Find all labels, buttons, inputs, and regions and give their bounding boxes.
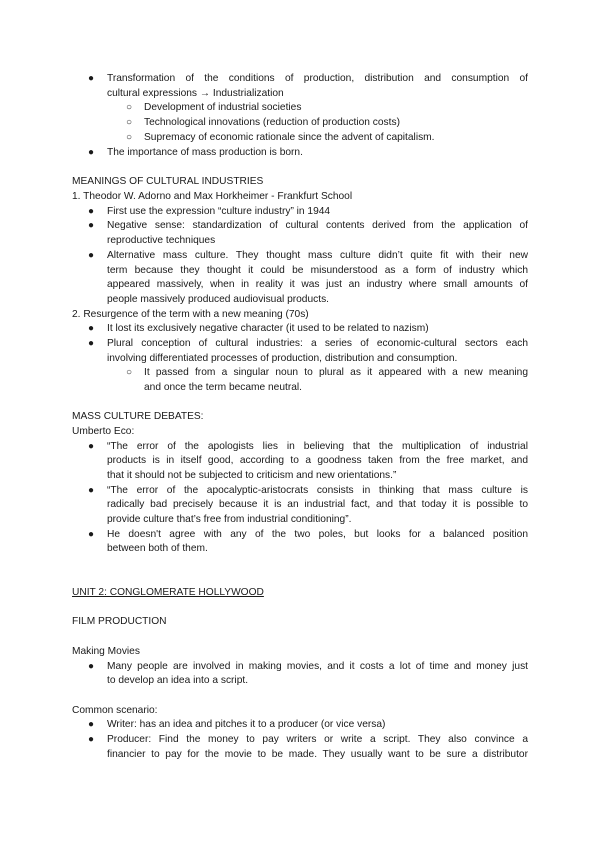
text-line: First use the expression “culture industry” in 1944 <box>107 206 331 217</box>
text-line: It lost its exclusively negative character (it used to be related to nazism) <box>107 323 429 334</box>
bullet-icon: ● <box>88 661 95 672</box>
subheading: Making Movies <box>72 646 140 657</box>
author-label: Umberto Eco: <box>72 426 135 437</box>
text-line: reproductive techniques <box>107 235 216 246</box>
sub-bullet-icon: ○ <box>126 367 133 378</box>
text-line: Alternative mass culture. They thought mass culture didn’t quite fit with their new <box>107 250 528 261</box>
text-line: He doesn't agree with any of the two poles, but looks for a balanced position <box>107 529 528 540</box>
text-line: radically bad precisely because it is an industrial fact, and that today it is possible to <box>107 499 528 510</box>
bullet-icon: ● <box>88 206 95 217</box>
bullet-icon: ● <box>88 73 95 84</box>
bullet-icon: ● <box>88 441 95 452</box>
sub-bullet-icon: ○ <box>126 132 133 143</box>
bullet-icon: ● <box>88 323 95 334</box>
numbered-item: 2. Resurgence of the term with a new meaning (70s) <box>72 309 309 320</box>
text-line: Plural conception of cultural industries: a series of economic-cultural sectors each <box>107 338 528 349</box>
text-line: Transformation of the conditions of production, distribution and consumption of <box>107 73 528 84</box>
text-line: to develop an idea into a script. <box>107 675 249 686</box>
text-line: provide culture that’s free from industrial conditioning”. <box>107 514 352 525</box>
bullet-icon: ● <box>88 250 95 261</box>
numbered-item: 1. Theodor W. Adorno and Max Horkheimer - Frankfurt School <box>72 191 353 202</box>
sub-bullet-icon: ○ <box>126 117 133 128</box>
text-line: Development of industrial societies <box>144 102 302 113</box>
sub-bullet-icon: ○ <box>126 102 133 113</box>
text-line: “The error of the apocalyptic-aristocrats consists in thinking that mass culture is <box>107 485 528 496</box>
text-line: Producer: Find the money to pay writers or write a script. They also convince a <box>107 734 528 745</box>
text-line: Negative sense: standardization of cultural contents derived from the application of <box>107 220 528 231</box>
bullet-icon: ● <box>88 147 95 158</box>
text-line: Many people are involved in making movies, and it costs a lot of time and money just <box>107 661 528 672</box>
text-line: and once the term became neutral. <box>144 382 303 393</box>
bullet-icon: ● <box>88 220 95 231</box>
text-line: Supremacy of economic rationale since the advent of capitalism. <box>144 132 435 143</box>
bullet-icon: ● <box>88 734 95 745</box>
text-line: people massively produced audiovisual products. <box>107 294 329 305</box>
text-line: Writer: has an idea and pitches it to a producer (or vice versa) <box>107 719 386 730</box>
bullet-icon: ● <box>88 338 95 349</box>
text-line: Technological innovations (reduction of production costs) <box>144 117 400 128</box>
text-line: financier to pay for the movie to be made. They usually want to be sure a distributor <box>107 749 528 760</box>
text-line: “The error of the apologists lies in believing that the multiplication of industrial <box>107 441 528 452</box>
text-line: The importance of mass production is born. <box>107 147 303 158</box>
text-line: It passed from a singular noun to plural as it appeared with a new meaning <box>144 367 528 378</box>
text-line: cultural expressions → Industrialization <box>107 88 284 99</box>
unit-heading: UNIT 2: CONGLOMERATE HOLLYWOOD <box>72 587 264 598</box>
section-heading: MASS CULTURE DEBATES: <box>72 411 204 422</box>
section-heading: FILM PRODUCTION <box>72 616 167 627</box>
bullet-icon: ● <box>88 719 95 730</box>
section-heading: MEANINGS OF CULTURAL INDUSTRIES <box>72 176 264 187</box>
text-line: between both of them. <box>107 543 208 554</box>
bullet-icon: ● <box>88 485 95 496</box>
text-line: that it should not be subjected to criticism and new orientations.” <box>107 470 397 481</box>
text-line: appeared massively, when in reality it was just an industry where small amounts of <box>107 279 528 290</box>
text-line: involving differentiated processes of production, distribution and consumption. <box>107 353 458 364</box>
bullet-icon: ● <box>88 529 95 540</box>
text-line: term because they thought it could be misunderstood as a form of industry which <box>107 265 528 276</box>
subheading: Common scenario: <box>72 705 158 716</box>
text-line: products is in itself good, according to a goodness taken from the free market, and <box>107 455 528 466</box>
